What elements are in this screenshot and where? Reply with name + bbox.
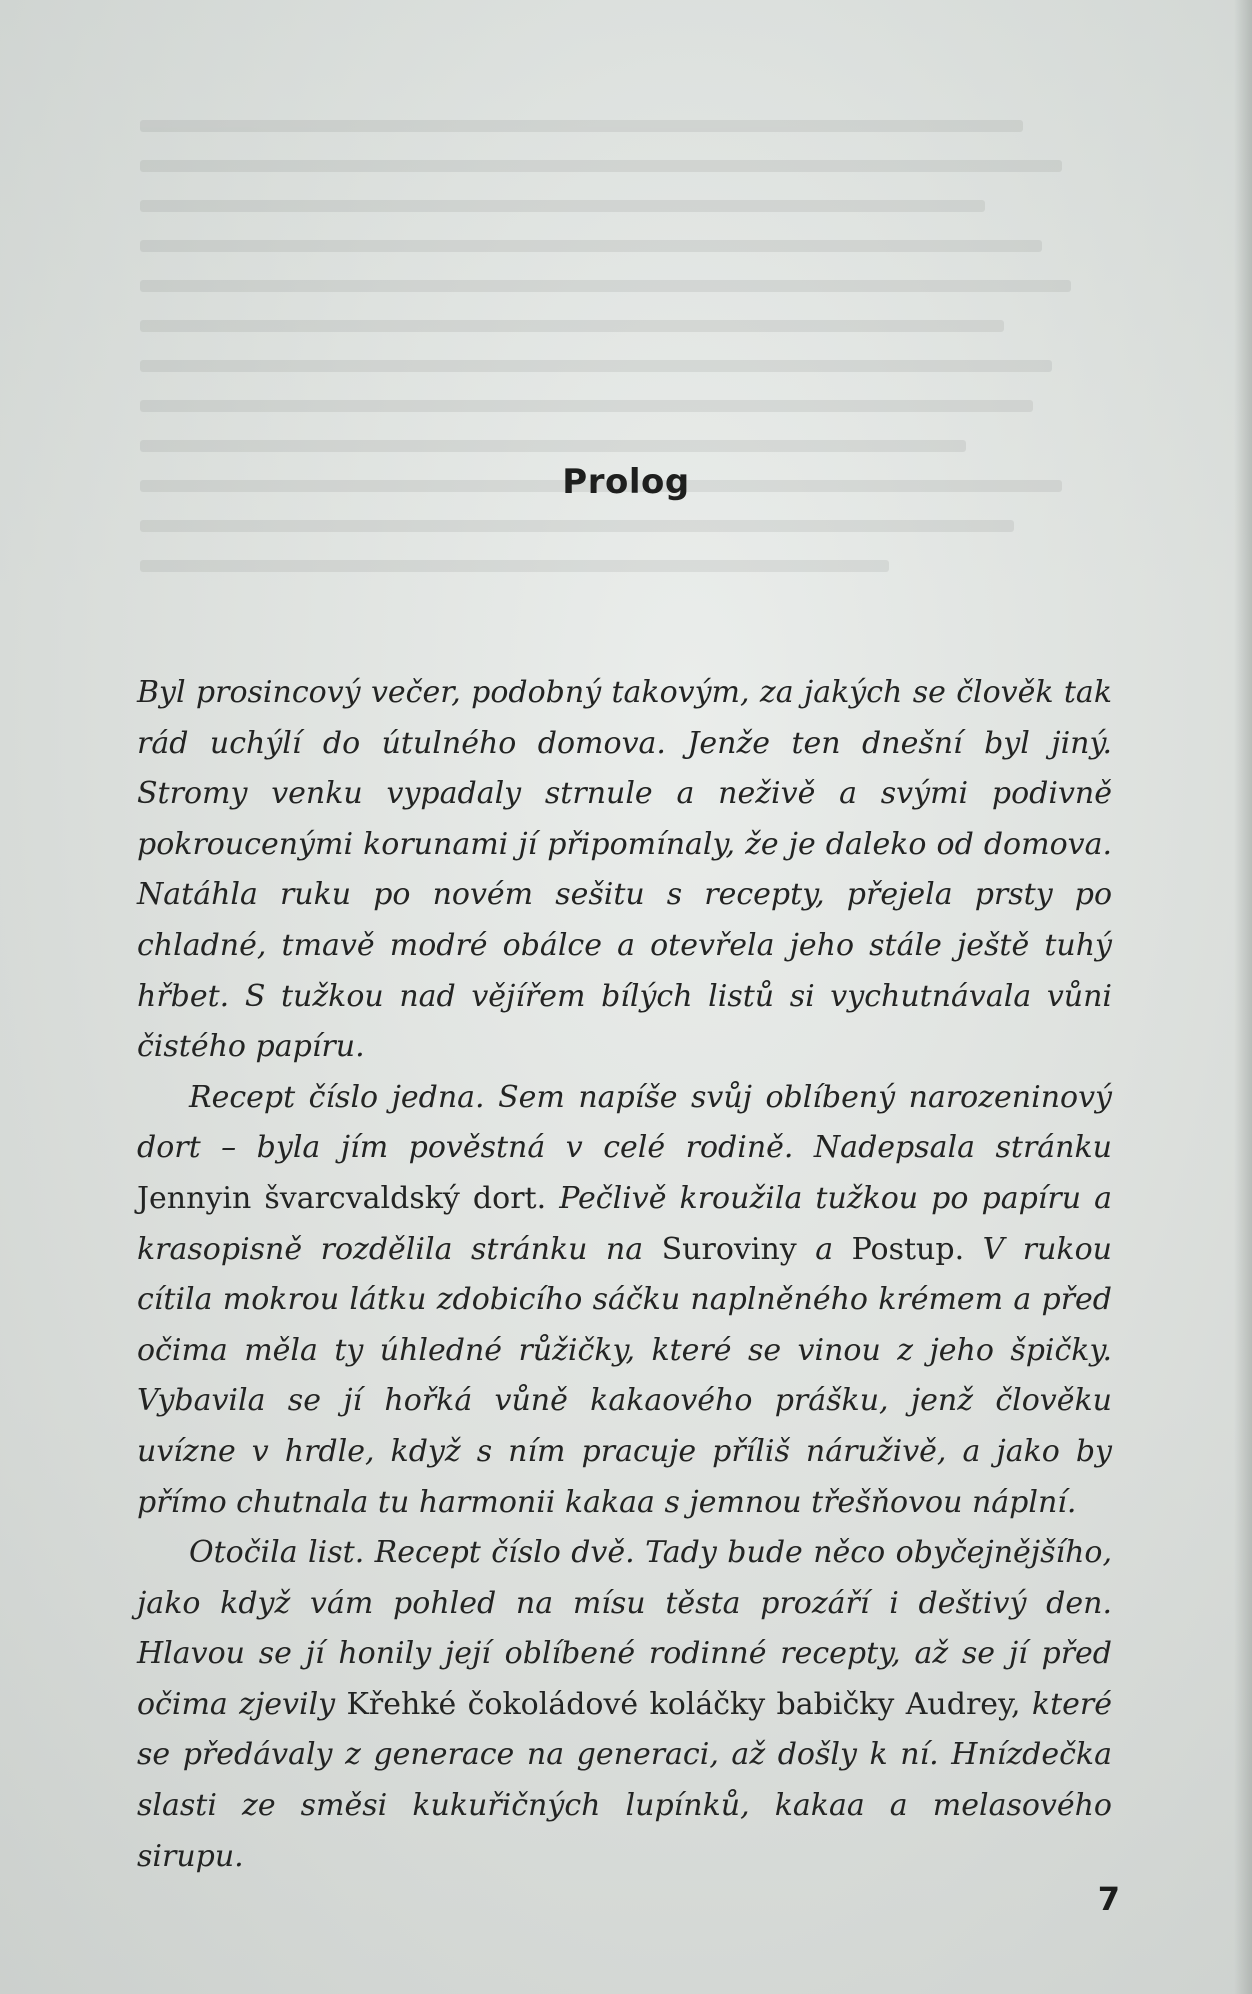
paragraph-3	[137, 1528, 1112, 1882]
paragraph-text: Recept číslo jedna. Sem napíše svůj oblíbený narozeninový dort – byla jím pověstná v celé rodině. Nadepsala stránku	[137, 1079, 1112, 1166]
section-name-upright: Postup.	[851, 1231, 965, 1267]
prologue-body	[137, 668, 1112, 1882]
recipe-name-upright: Jennyin švarcvaldský dort.	[137, 1180, 547, 1216]
paragraph-text: Pečlivě kroužila tužkou po papíru a krasopisně rozdělila stránku na	[137, 1180, 1113, 1267]
page-number: 7	[1097, 1880, 1120, 1918]
section-name-upright: Suroviny	[661, 1231, 797, 1267]
chapter-title: Prolog	[562, 462, 690, 502]
paragraph-text: a	[796, 1231, 852, 1267]
recipe-name-upright: Křehké čokoládové koláčky babičky Audrey,	[346, 1686, 1021, 1722]
paragraph-text: Otočila list. Recept číslo dvě. Tady bude něco obyčejnějšího, jako když vám pohled na mísu těsta prozáří i deštivý den. Hlavou se jí honily její oblíbené rodinné recepty, až se jí před očima zjevily	[137, 1535, 1112, 1722]
paragraph-2	[137, 1073, 1112, 1528]
show-through-text	[140, 120, 1100, 590]
paragraph-1	[137, 668, 1112, 1073]
paragraph-text: Byl prosincový večer, podobný takovým, za jakých se člověk tak rád uchýlí do útulného domova. Jenže ten dnešní byl jiný. Stromy venku vypadaly strnule a neživě a svými podivně pokroucenými korunami jí připomínaly, že je daleko od domova. Natáhla ruku po novém sešitu s recepty, přejela prsty po chladné, tmavě modré obálce a otevřela jeho stále ještě tuhý hřbet. S tužkou nad vějířem bílých listů si vychutnávala vůni čistého papíru.	[137, 675, 1112, 1065]
page-edge-shadow	[1234, 0, 1252, 1994]
paragraph-text: které se předávaly z generace na generaci, až došly k ní. Hnízdečka slasti ze směsi kukuřičných lupínků, kakaa a melasového sirupu.	[137, 1686, 1113, 1874]
paragraph-text: V rukou cítila mokrou látku zdobicího sáčku naplněného krémem a před očima měla ty úhledné růžičky, které se vinou z jeho špičky. Vybavila se jí hořká vůně kakaového prášku, jenž člověku uvízne v hrdle, když s ním pracuje příliš náruživě, a jako by přímo chutnala tu harmonii kakaa s jemnou třešňovou náplní.	[137, 1231, 1112, 1520]
